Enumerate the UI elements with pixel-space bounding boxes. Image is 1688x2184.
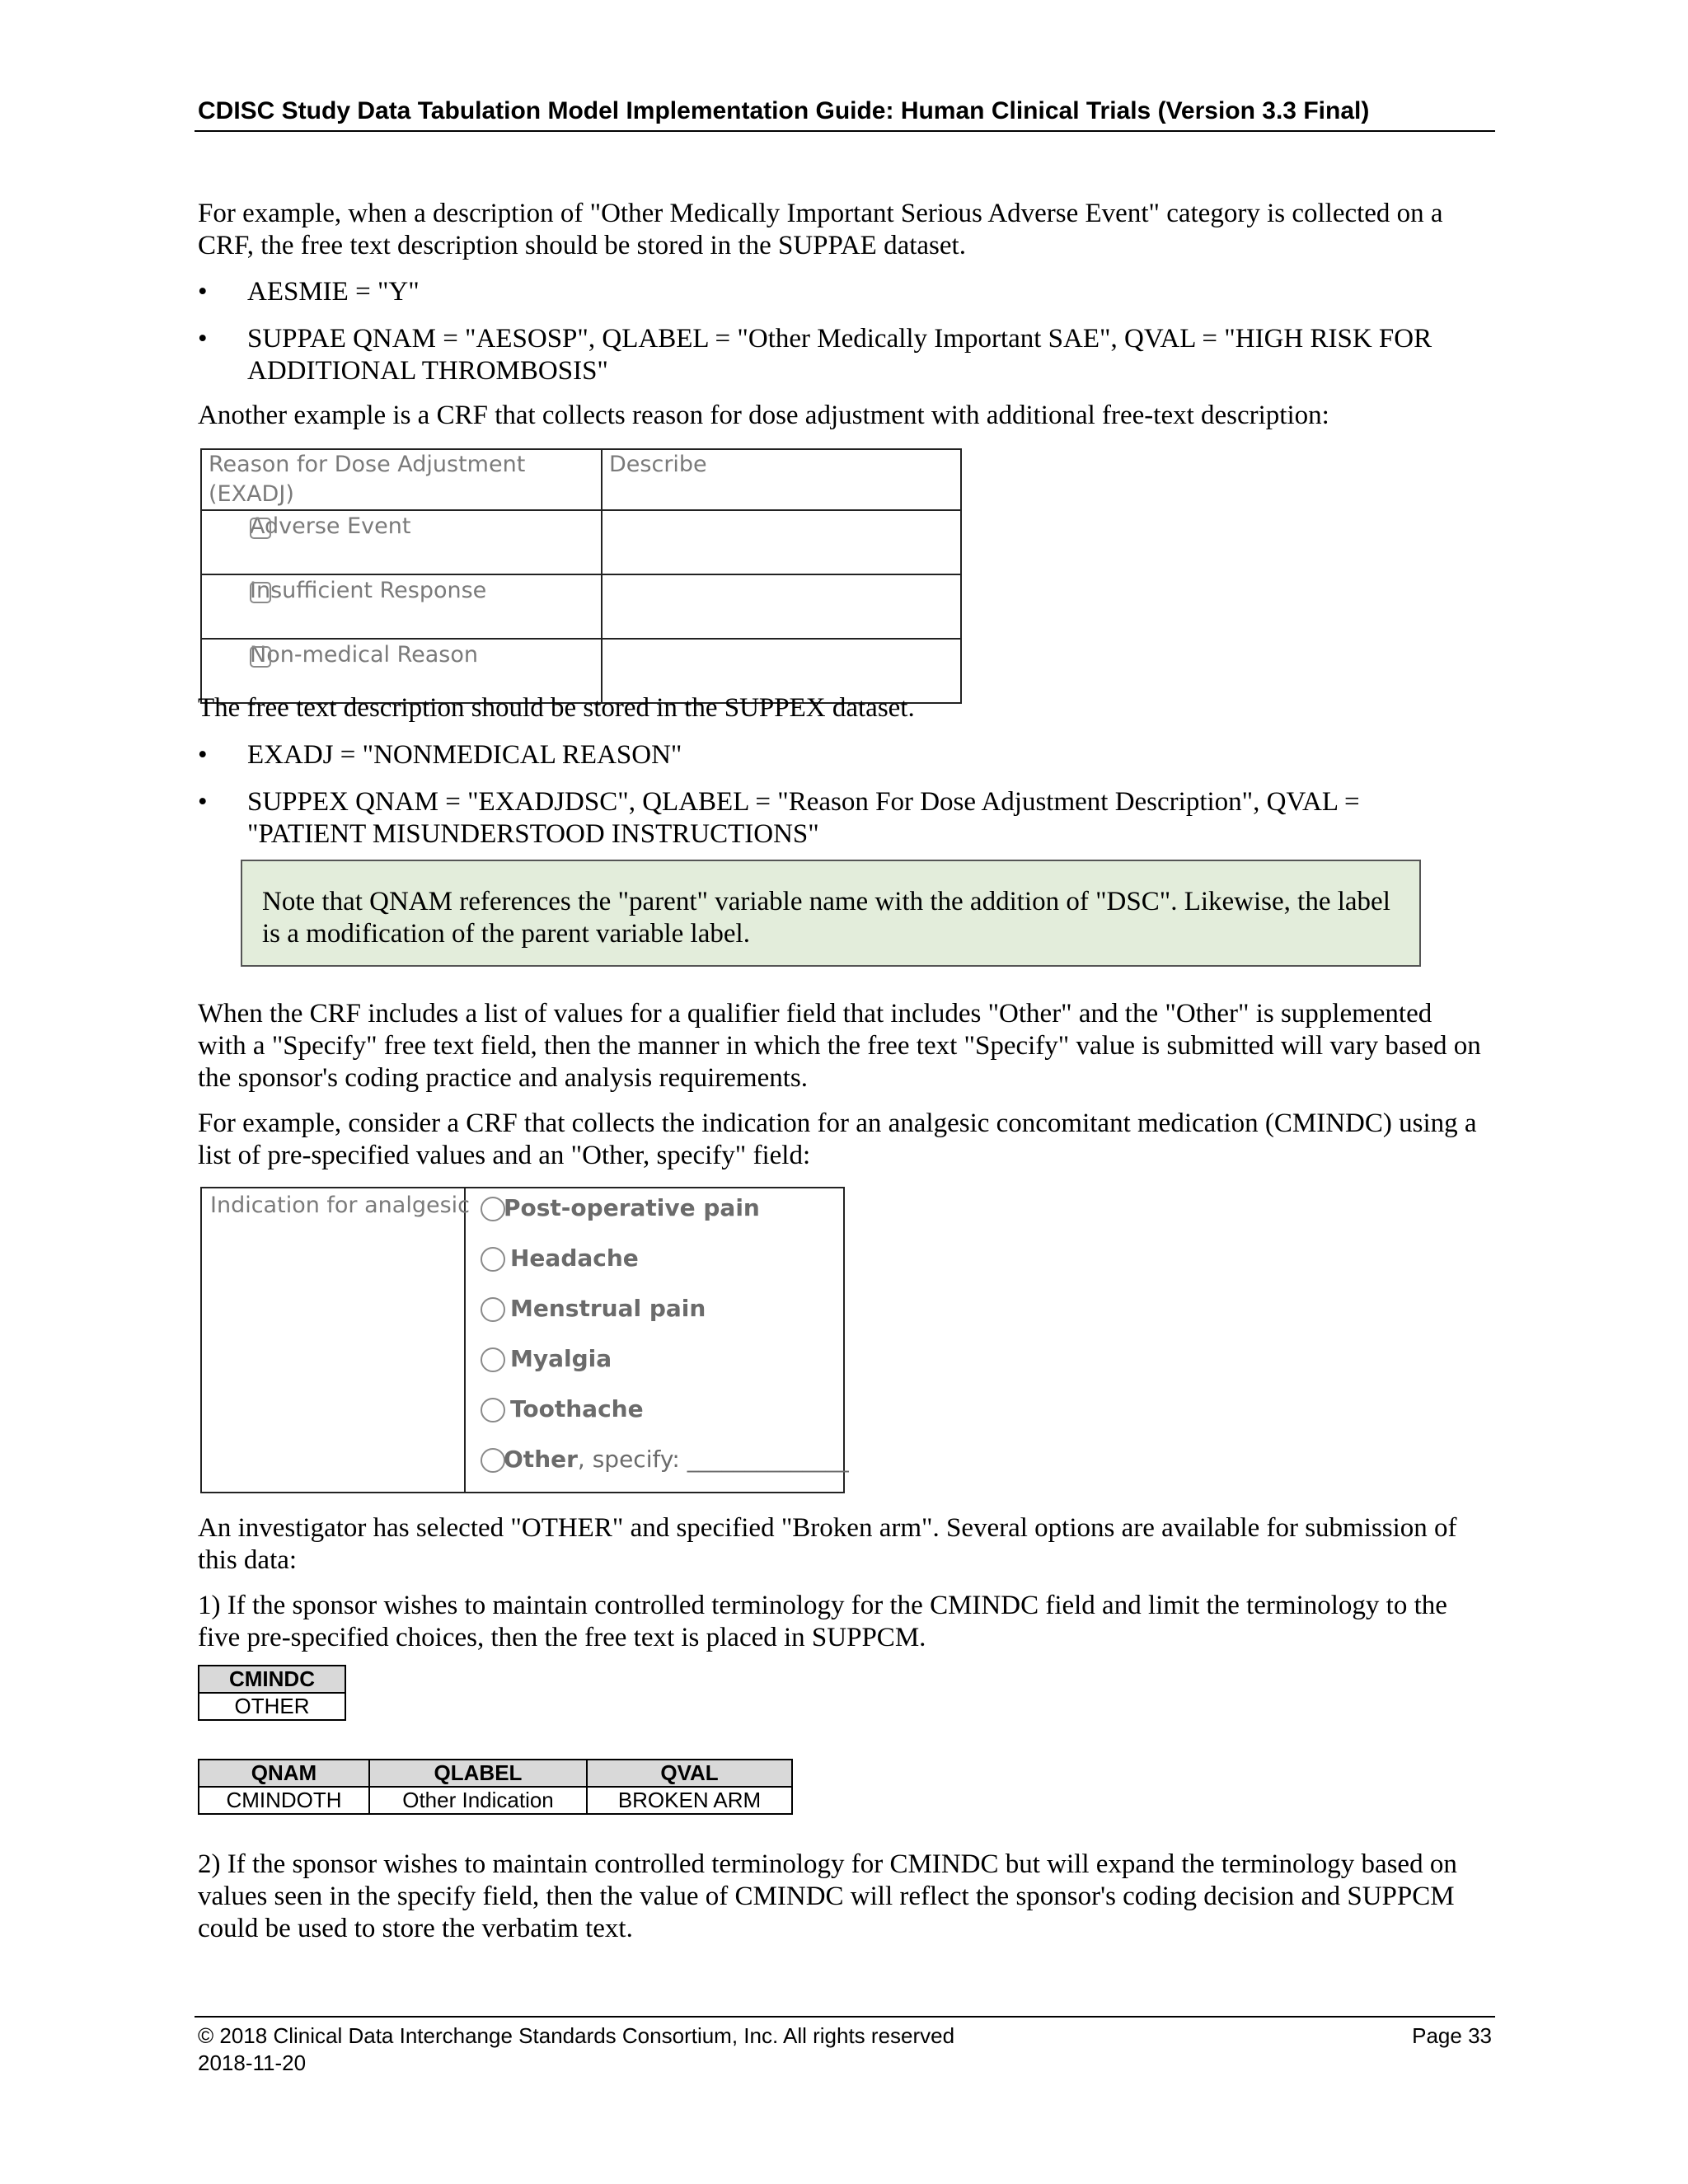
crf-dose-adjustment-form — [200, 448, 962, 704]
radio-circle-icon[interactable] — [481, 1347, 505, 1372]
table-cell: BROKEN ARM — [587, 1787, 792, 1814]
table-header-qnam: QNAM — [199, 1760, 369, 1787]
crf-column-divider — [464, 1188, 466, 1492]
footer-date: 2018-11-20 — [198, 2050, 307, 2075]
radio-group — [474, 1188, 849, 1493]
table-header-cmindc: CMINDC — [199, 1666, 345, 1693]
checkbox[interactable] — [250, 518, 271, 539]
checkbox-label: Adverse Event — [250, 513, 411, 539]
page-header-title: CDISC Study Data Tabulation Model Implementation Guide: Human Clinical Trials (Version 3.3 Final) — [198, 97, 1370, 124]
checkbox[interactable] — [250, 646, 271, 668]
table-cell: OTHER — [199, 1693, 345, 1720]
crf-indication-form — [200, 1187, 849, 1493]
bullet-text: SUPPAE QNAM = "AESOSP", QLABEL = "Other Medically Important SAE", QVAL = "HIGH RISK FOR ADDITIONAL THROMBOSIS" — [247, 324, 1432, 386]
radio-label: Myalgia — [510, 1345, 612, 1372]
footer-divider — [195, 2016, 1495, 2018]
paragraph-option-1: 1) If the sponsor wishes to maintain controlled terminology for the CMINDC field and limit the terminology to the five pre-specified choices, then the free text is placed in SUPPCM. — [198, 1591, 1447, 1652]
header-divider — [195, 130, 1495, 132]
radio-label-other: Other — [504, 1446, 578, 1473]
paragraph-other-specify: When the CRF includes a list of values for a qualifier field that includes "Other" and the "Other" is supplemented with a "Specify" free text field, then the manner in which the free text "Specify" value is submitted will vary based on the sponsor's coding practice and analysis requirements. — [198, 999, 1481, 1093]
paragraph-suppae-intro: For example, when a description of "Other Medically Important Serious Adverse Event" category is collected on a CRF, the free text description should be stored in the SUPPAE dataset. — [198, 199, 1443, 260]
radio-label: Headache — [510, 1244, 639, 1272]
paragraph-dose-adjustment-intro: Another example is a CRF that collects reason for dose adjustment with additional free-text description: — [198, 401, 1329, 430]
crf-header-reason: Reason for Dose Adjustment (EXADJ) — [201, 449, 602, 510]
bullet-icon: • — [198, 324, 208, 354]
bullet-text: EXADJ = "NONMEDICAL REASON" — [247, 740, 682, 770]
radio-label: Menstrual pain — [510, 1295, 706, 1322]
bullet-icon: • — [198, 787, 208, 817]
table-header-qlabel: QLABEL — [369, 1760, 587, 1787]
checkbox-label: Insufficient Response — [250, 578, 487, 603]
radio-circle-icon[interactable] — [481, 1197, 505, 1221]
bullet-text: SUPPEX QNAM = "EXADJDSC", QLABEL = "Reason For Dose Adjustment Description", QVAL = "PATIENT MISUNDERSTOOD INSTRUCTIONS" — [247, 787, 1360, 849]
suppcm-table — [198, 1759, 793, 1815]
footer-copyright: © 2018 Clinical Data Interchange Standards Consortium, Inc. All rights reserved — [198, 2023, 955, 2048]
radio-circle-icon[interactable] — [481, 1448, 505, 1473]
note-box: Note that QNAM references the "parent" variable name with the addition of "DSC". Likewise, the label is a modification of the parent variable label. — [241, 860, 1421, 967]
crf-header-describe: Describe — [602, 449, 961, 510]
paragraph-cmindc-example: For example, consider a CRF that collects the indication for an analgesic concomitant medication (CMINDC) using a list of pre-specified values and an "Other, specify" field: — [198, 1108, 1477, 1170]
checkbox-label: Non-medical Reason — [250, 642, 479, 668]
describe-input[interactable] — [602, 574, 961, 639]
table-header-qval: QVAL — [587, 1760, 792, 1787]
bullet-icon: • — [198, 277, 208, 307]
radio-label: Post-operative pain — [504, 1194, 760, 1221]
radio-label: Toothache — [510, 1395, 644, 1422]
paragraph-suppex-intro: The free text description should be stored in the SUPPEX dataset. — [198, 693, 915, 723]
crf-option-row — [201, 574, 602, 639]
cmindc-table — [198, 1665, 346, 1721]
checkbox[interactable] — [250, 582, 271, 603]
specify-field[interactable]: , specify: ______________ — [577, 1446, 849, 1473]
radio-circle-icon[interactable] — [481, 1247, 505, 1272]
radio-circle-icon[interactable] — [481, 1297, 505, 1322]
bullet-icon: • — [198, 740, 208, 770]
paragraph-option-2: 2) If the sponsor wishes to maintain controlled terminology for CMINDC but will expand the terminology based on values seen in the specify field, then the value of CMINDC will reflect the sponsor's coding decision and SUPPCM could be used to store the verbatim text. — [198, 1849, 1457, 1943]
describe-input[interactable] — [602, 510, 961, 574]
paragraph-investigator-selection: An investigator has selected "OTHER" and specified "Broken arm". Several options are available for submission of this data: — [198, 1513, 1457, 1575]
radio-circle-icon[interactable] — [481, 1398, 505, 1422]
crf-indication-label: Indication for analgesic — [210, 1193, 470, 1218]
table-cell: Other Indication — [369, 1787, 587, 1814]
crf-option-row — [201, 510, 602, 574]
footer-page-number: Page 33 — [1412, 2023, 1492, 2048]
bullet-text: AESMIE = "Y" — [247, 277, 420, 307]
table-cell: CMINDOTH — [199, 1787, 369, 1814]
